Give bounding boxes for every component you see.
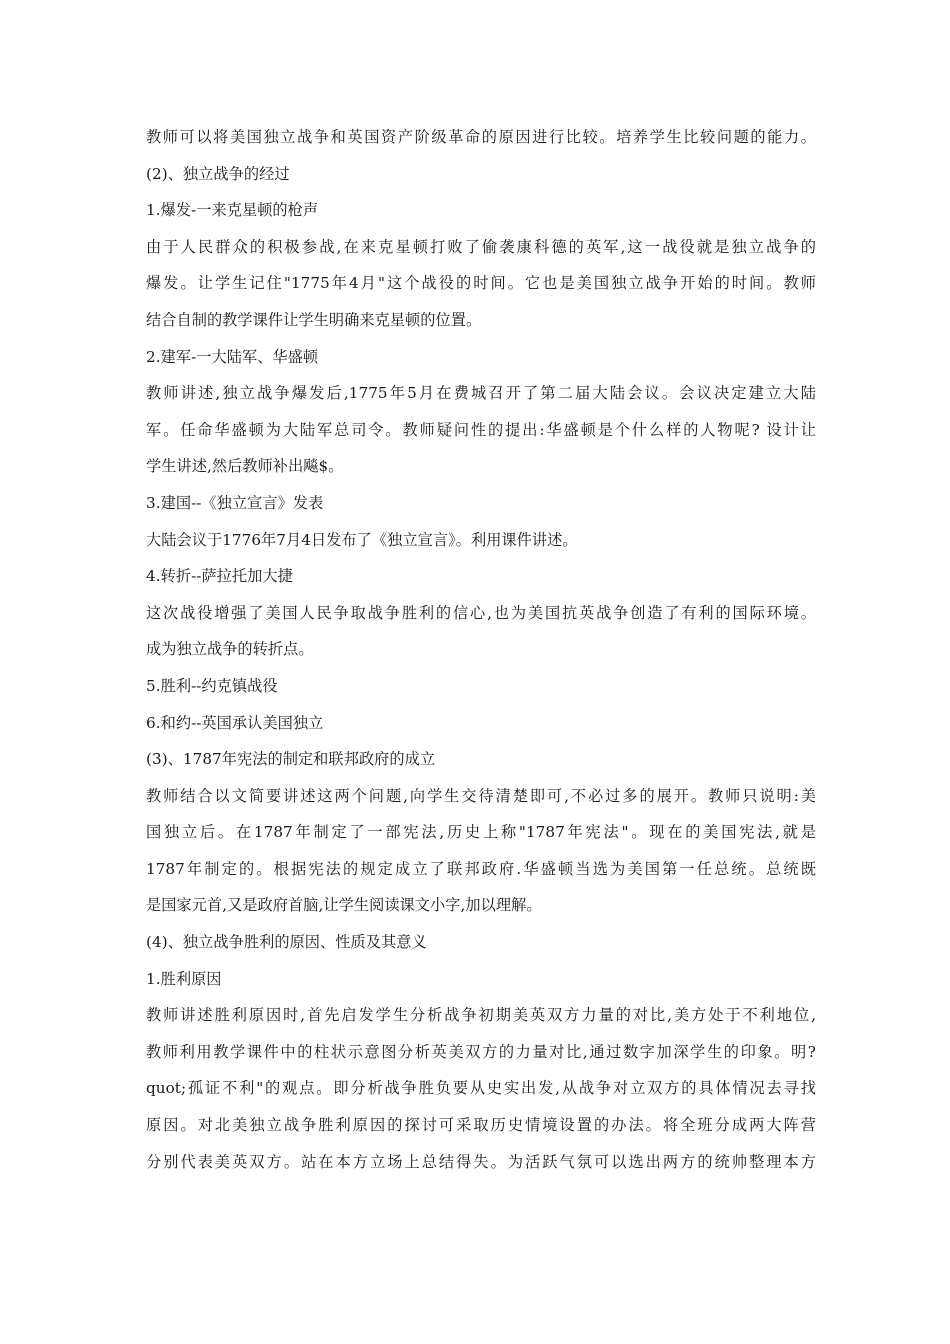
paragraph-line: 学生讲述,然后教师补出飚$。 bbox=[146, 457, 344, 476]
paragraph-line: 由于人民群众的积极参战,在来克星顿打败了偷袭康科德的英军,这一战役就是独立战争的 bbox=[146, 237, 816, 256]
paragraph-line: 这次战役增强了美国人民争取战争胜利的信心,也为美国抗英战争创造了有利的国际环境。 bbox=[146, 603, 816, 622]
paragraph-line: 成为独立战争的转折点。 bbox=[146, 640, 314, 659]
section-heading: 5.胜利--约克镇战役 bbox=[146, 676, 278, 695]
paragraph-line: 教师讲述,独立战争爆发后,1775年5月在费城召开了第二届大陆会议。会议决定建立大陆 bbox=[146, 384, 816, 403]
paragraph-line: 教师结合以文简要讲述这两个问题,向学生交待清楚即可,不必过多的展开。教师只说明:美 bbox=[146, 786, 816, 805]
paragraph-line: 爆发。让学生记住"1775年4月"这个战役的时间。它也是美国独立战争开始的时间。教师 bbox=[146, 274, 816, 293]
section-heading: 1.爆发-一来克星顿的枪声 bbox=[146, 201, 319, 220]
paragraph-line: 教师利用教学课件中的柱状示意图分析英美双方的力量对比,通过数字加深学生的印象。明? bbox=[146, 1042, 816, 1061]
section-heading: (2)、独立战争的经过 bbox=[146, 164, 290, 183]
section-heading: (4)、独立战争胜利的原因、性质及其意义 bbox=[146, 933, 427, 952]
paragraph-line: 分别代表美英双方。站在本方立场上总结得失。为活跃气氛可以选出两方的统帅整理本方 bbox=[146, 1152, 816, 1171]
document-body bbox=[146, 119, 816, 1180]
paragraph-line: 是国家元首,又是政府首脑,让学生阅读课文小字,加以理解。 bbox=[146, 896, 542, 915]
paragraph-line: 教师讲述胜利原因时,首先启发学生分析战争初期美英双方力量的对比,美方处于不利地位, bbox=[146, 1006, 816, 1025]
paragraph-line: 结合自制的教学课件让学生明确来克星顿的位置。 bbox=[146, 310, 482, 329]
section-heading: 2.建军-一大陆军、华盛顿 bbox=[146, 347, 319, 366]
paragraph-line: 国独立后。在1787年制定了一部宪法,历史上称"1787年宪法"。现在的美国宪法,就是 bbox=[146, 823, 816, 842]
paragraph-line: 原因。对北美独立战争胜利原因的探讨可采取历史情境设置的办法。将全班分成两大阵营 bbox=[146, 1116, 816, 1135]
paragraph-line: 军。任命华盛顿为大陆军总司令。教师疑问性的提出:华盛顿是个什么样的人物呢? 设计让 bbox=[146, 420, 816, 439]
paragraph-line: 大陆会议于1776年7月4日发布了《独立宣言》。利用课件讲述。 bbox=[146, 530, 578, 549]
paragraph-line: 1787年制定的。根据宪法的规定成立了联邦政府.华盛顿当选为美国第一任总统。总统既 bbox=[146, 859, 816, 878]
section-heading: 3.建国--《独立宣言》发表 bbox=[146, 493, 324, 512]
paragraph-line: quot;孤证不利"的观点。即分析战争胜负要从史实出发,从战争对立双方的具体情况去寻找 bbox=[146, 1079, 816, 1098]
section-heading: 1.胜利原因 bbox=[146, 969, 222, 988]
section-heading: 4.转折--萨拉托加大捷 bbox=[146, 567, 293, 586]
paragraph-line: 教师可以将美国独立战争和英国资产阶级革命的原因进行比较。培养学生比较问题的能力。 bbox=[146, 128, 816, 146]
section-heading: (3)、1787年宪法的制定和联邦政府的成立 bbox=[146, 750, 436, 769]
section-heading: 6.和约--英国承认美国独立 bbox=[146, 713, 324, 732]
